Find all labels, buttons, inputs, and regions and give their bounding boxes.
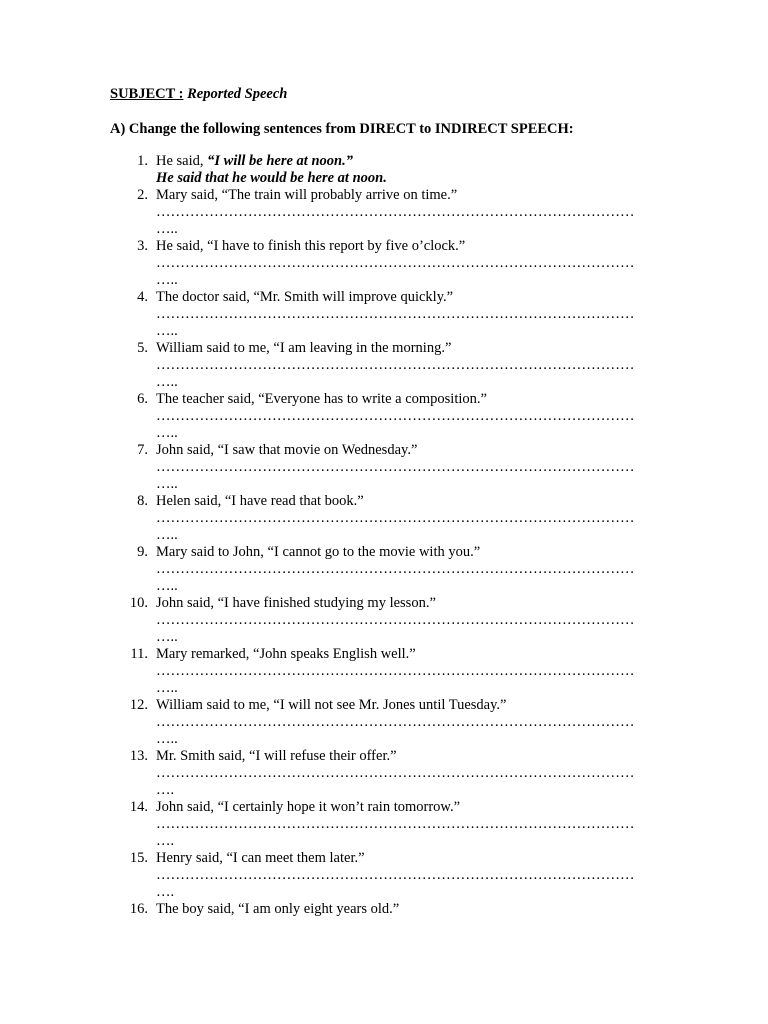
exercise-item bbox=[110, 799, 670, 850]
item-sentence: William said to me, “I will not see Mr. Jones until Tuesday.” bbox=[156, 697, 507, 713]
exercise-item bbox=[110, 493, 670, 544]
answer-blank-tail: ….. bbox=[156, 578, 178, 594]
example-prefix: He said, bbox=[156, 153, 208, 169]
exercise-item bbox=[110, 340, 670, 391]
exercise-item bbox=[110, 748, 670, 799]
answer-blank-line: ……………………………………………………………………………………… bbox=[156, 204, 635, 220]
item-body bbox=[156, 799, 653, 850]
subject-value: Reported Speech bbox=[187, 86, 288, 102]
item-number: 2. bbox=[137, 187, 148, 203]
answer-blank-line: ……………………………………………………………………………………… bbox=[156, 714, 635, 730]
item-number: 13. bbox=[129, 748, 148, 764]
item-sentence: Mary said to John, “I cannot go to the movie with you.” bbox=[156, 544, 481, 560]
answer-blank-tail: ….. bbox=[156, 731, 178, 747]
item-number: 12. bbox=[129, 697, 148, 713]
item-number: 6. bbox=[137, 391, 148, 407]
subject-line bbox=[110, 86, 287, 103]
subject-label: SUBJECT : bbox=[110, 86, 184, 102]
exercise-item bbox=[110, 544, 670, 595]
item-number: 9. bbox=[137, 544, 148, 560]
exercise-item bbox=[110, 442, 670, 493]
item-sentence: John said, “I have finished studying my lesson.” bbox=[156, 595, 436, 611]
answer-blank-line: ……………………………………………………………………………………… bbox=[156, 663, 635, 679]
answer-blank-line: ……………………………………………………………………………………… bbox=[156, 816, 635, 832]
answer-blank-tail: …. bbox=[156, 833, 175, 849]
item-body bbox=[156, 850, 653, 901]
item-number: 15. bbox=[129, 850, 148, 866]
item-body bbox=[156, 340, 653, 391]
item-number: 14. bbox=[129, 799, 148, 815]
exercise-item bbox=[110, 697, 670, 748]
exercise-item bbox=[110, 187, 670, 238]
item-number: 16. bbox=[129, 901, 148, 917]
answer-blank-line: ……………………………………………………………………………………… bbox=[156, 561, 635, 577]
item-sentence: John said, “I saw that movie on Wednesday.” bbox=[156, 442, 418, 458]
item-body bbox=[156, 442, 653, 493]
item-sentence: The teacher said, “Everyone has to write a composition.” bbox=[156, 391, 487, 407]
exercise-item bbox=[110, 238, 670, 289]
answer-blank-tail: ….. bbox=[156, 374, 178, 390]
section-heading: A) Change the following sentences from DIRECT to INDIRECT SPEECH: bbox=[110, 121, 574, 137]
item-number: 11. bbox=[130, 646, 148, 662]
exercise-item bbox=[110, 901, 670, 918]
answer-blank-tail: …. bbox=[156, 884, 175, 900]
item-body bbox=[156, 391, 653, 442]
item-number: 5. bbox=[137, 340, 148, 356]
answer-blank-tail: ….. bbox=[156, 323, 178, 339]
item-sentence: Mr. Smith said, “I will refuse their offer.” bbox=[156, 748, 397, 764]
exercise-item bbox=[110, 850, 670, 901]
item-sentence: William said to me, “I am leaving in the morning.” bbox=[156, 340, 452, 356]
item-number: 7. bbox=[137, 442, 148, 458]
answer-blank-tail: ….. bbox=[156, 272, 178, 288]
answer-blank-tail: …. bbox=[156, 782, 175, 798]
item-sentence: Helen said, “I have read that book.” bbox=[156, 493, 364, 509]
exercise-item bbox=[110, 646, 670, 697]
answer-blank-tail: ….. bbox=[156, 221, 178, 237]
answer-blank-tail: ….. bbox=[156, 629, 178, 645]
example-quote: “I will be here at noon.” bbox=[207, 153, 353, 169]
item-number: 10. bbox=[129, 595, 148, 611]
item-body bbox=[156, 646, 653, 697]
exercise-list bbox=[110, 153, 670, 918]
answer-blank-line: ……………………………………………………………………………………… bbox=[156, 510, 635, 526]
item-sentence: John said, “I certainly hope it won’t rain tomorrow.” bbox=[156, 799, 461, 815]
answer-blank-line: ……………………………………………………………………………………… bbox=[156, 255, 635, 271]
item-body bbox=[156, 493, 653, 544]
exercise-item bbox=[110, 391, 670, 442]
item-sentence: The doctor said, “Mr. Smith will improve quickly.” bbox=[156, 289, 454, 305]
item-sentence: The boy said, “I am only eight years old.” bbox=[156, 901, 400, 917]
item-text bbox=[156, 153, 653, 170]
answer-blank-line: ……………………………………………………………………………………… bbox=[156, 408, 635, 424]
answer-blank-line: ……………………………………………………………………………………… bbox=[156, 612, 635, 628]
item-body bbox=[156, 153, 653, 187]
item-number: 4. bbox=[137, 289, 148, 305]
item-body bbox=[156, 748, 653, 799]
answer-blank-tail: ….. bbox=[156, 527, 178, 543]
item-sentence: Henry said, “I can meet them later.” bbox=[156, 850, 365, 866]
item-sentence: He said, “I have to finish this report by five o’clock.” bbox=[156, 238, 466, 254]
item-number: 8. bbox=[137, 493, 148, 509]
item-body bbox=[156, 187, 653, 238]
item-body bbox=[156, 238, 653, 289]
answer-blank-tail: ….. bbox=[156, 680, 178, 696]
example-answer: He said that he would be here at noon. bbox=[156, 170, 387, 186]
answer-blank-line: ……………………………………………………………………………………… bbox=[156, 459, 635, 475]
example-item bbox=[110, 153, 670, 187]
item-number: 3. bbox=[137, 238, 148, 254]
item-body bbox=[156, 901, 653, 918]
answer-blank-tail: ….. bbox=[156, 476, 178, 492]
answer-blank-tail: ….. bbox=[156, 425, 178, 441]
answer-blank-line: ……………………………………………………………………………………… bbox=[156, 306, 635, 322]
item-body bbox=[156, 697, 653, 748]
exercise-item bbox=[110, 289, 670, 340]
answer-blank-line: ……………………………………………………………………………………… bbox=[156, 357, 635, 373]
item-body bbox=[156, 595, 653, 646]
answer-blank-line: ……………………………………………………………………………………… bbox=[156, 765, 635, 781]
item-number: 1. bbox=[137, 153, 148, 169]
item-sentence: Mary remarked, “John speaks English well.” bbox=[156, 646, 416, 662]
item-body bbox=[156, 544, 653, 595]
item-body bbox=[156, 289, 653, 340]
exercise-item bbox=[110, 595, 670, 646]
answer-blank-line: ……………………………………………………………………………………… bbox=[156, 867, 635, 883]
item-sentence: Mary said, “The train will probably arrive on time.” bbox=[156, 187, 458, 203]
